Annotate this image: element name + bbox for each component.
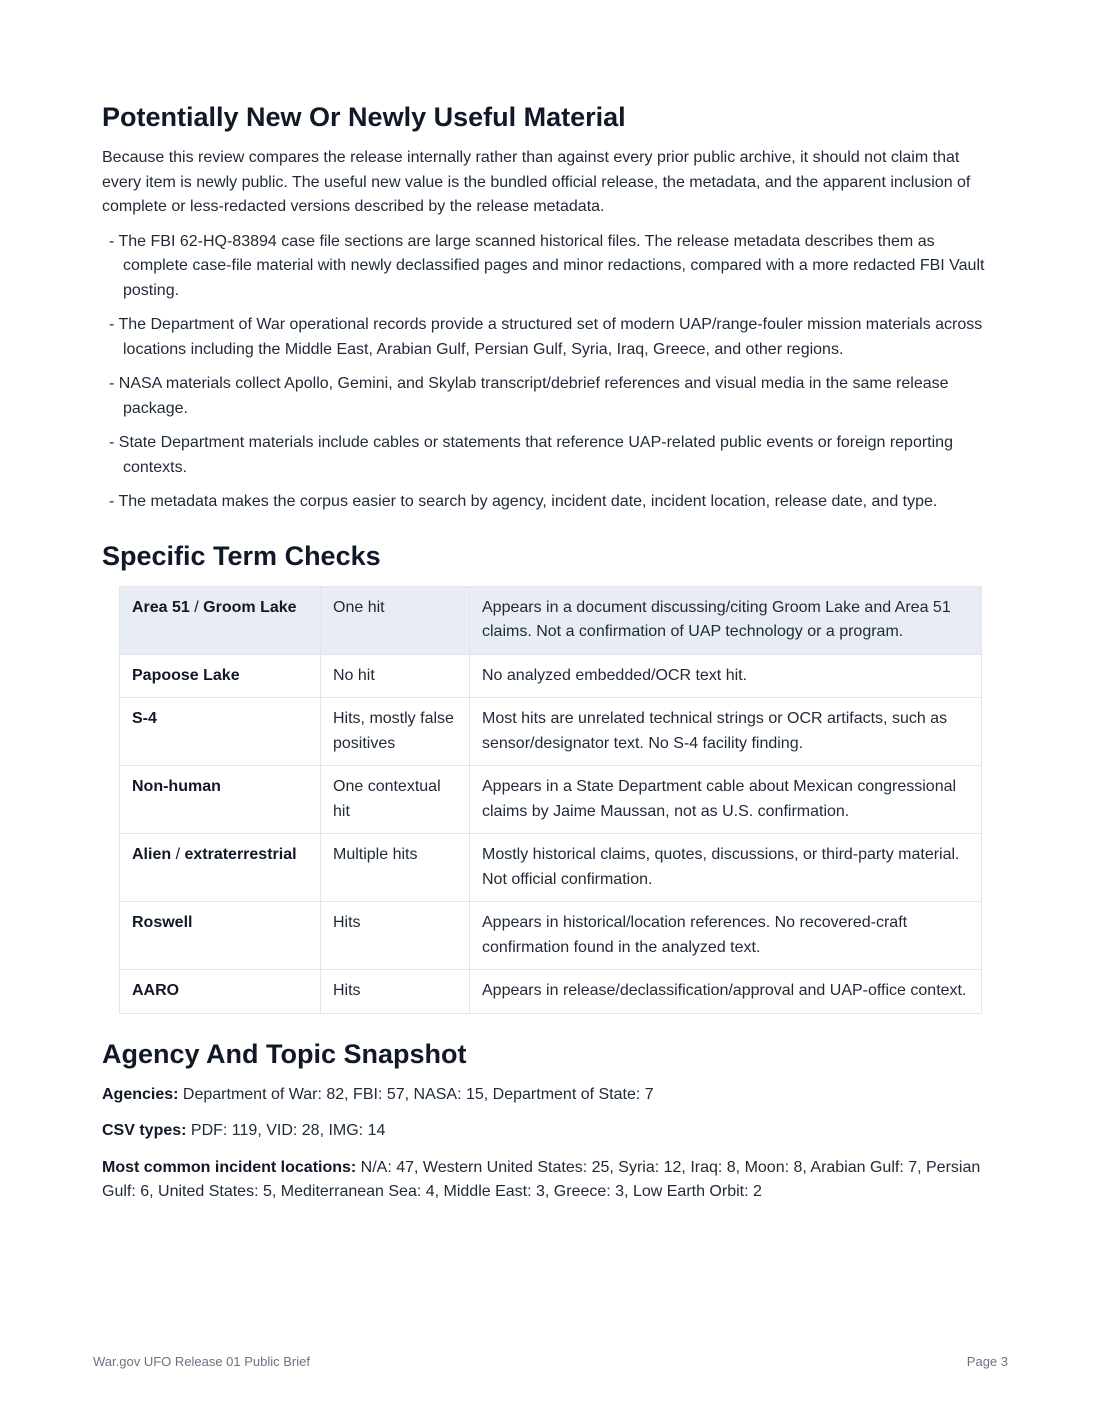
term-cell: Roswell <box>120 902 321 970</box>
table-row <box>120 834 982 902</box>
document-page <box>102 100 1002 1205</box>
page-number: Page 3 <box>966 1354 1008 1369</box>
table-row <box>120 586 982 654</box>
section-title-new-material: Potentially New Or Newly Useful Material <box>102 102 626 132</box>
bullet-item: - NASA materials collect Apollo, Gemini, and Skylab transcript/debrief references and visual media in the same release package. <box>109 375 949 417</box>
note-cell: Mostly historical claims, quotes, discussions, or third-party material. Not official confirmation. <box>470 834 982 902</box>
term-cell: AARO <box>120 970 321 1014</box>
table-row <box>120 970 982 1014</box>
table-row <box>120 766 982 834</box>
result-cell: Multiple hits <box>321 834 470 902</box>
bullet-item: - The metadata makes the corpus easier to search by agency, incident date, incident location, release date, and type. <box>109 493 938 510</box>
table-row <box>120 654 982 698</box>
table-row <box>120 698 982 766</box>
term-cell: Area 51 / Groom Lake <box>120 586 321 654</box>
term-cell: Alien / extraterrestrial <box>120 834 321 902</box>
result-cell: One hit <box>321 586 470 654</box>
intro-paragraph: Because this review compares the release internally rather than against every prior public archive, it should not claim that every item is newly public. The useful new value is the bundled official release, the metadata, and the apparent inclusion of complete or less-redacted versions described by the release metadata. <box>102 149 971 215</box>
result-cell: Hits <box>321 902 470 970</box>
csv-types-line: CSV types: PDF: 119, VID: 28, IMG: 14 <box>102 1122 386 1139</box>
bullet-item: - The FBI 62-HQ-83894 case file sections are large scanned historical files. The release metadata describes them as complete case-file material with newly declassified pages and minor redactions, compared with a more redacted FBI Vault posting. <box>109 232 985 299</box>
result-cell: Hits, mostly false positives <box>321 698 470 766</box>
footer-title: War.gov UFO Release 01 Public Brief <box>93 1354 310 1369</box>
bullet-item: - The Department of War operational records provide a structured set of modern UAP/range-fouler mission materials across locations including the Middle East, Arabian Gulf, Persian Gulf, Syria, Iraq, Greece, and other regions. <box>109 316 983 358</box>
term-cell: S-4 <box>120 698 321 766</box>
table-row <box>120 902 982 970</box>
note-cell: Appears in release/declassification/approval and UAP-office context. <box>470 970 982 1014</box>
result-cell: No hit <box>321 654 470 698</box>
term-cell: Non-human <box>120 766 321 834</box>
note-cell: Appears in a document discussing/citing Groom Lake and Area 51 claims. Not a confirmation of UAP technology or a program. <box>470 586 982 654</box>
note-cell: Appears in historical/location references. No recovered-craft confirmation found in the analyzed text. <box>470 902 982 970</box>
section-title-snapshot: Agency And Topic Snapshot <box>102 1038 467 1069</box>
note-cell: Most hits are unrelated technical strings or OCR artifacts, such as sensor/designator text. No S-4 facility finding. <box>470 698 982 766</box>
section-title-term-checks: Specific Term Checks <box>102 540 381 571</box>
term-cell: Papoose Lake <box>120 654 321 698</box>
note-cell: No analyzed embedded/OCR text hit. <box>470 654 982 698</box>
incident-locations-line: Most common incident locations: N/A: 47, Western United States: 25, Syria: 12, Iraq: 8, Moon: 8, Arabian Gulf: 7, Persian Gulf: 6, United States: 5, Mediterranean Sea: 4, Middle East: 3, Greece: 3, Low Earth Orbit: 2 <box>102 1158 981 1200</box>
result-cell: Hits <box>321 970 470 1014</box>
result-cell: One contextual hit <box>321 766 470 834</box>
material-bullet-list <box>102 230 1002 515</box>
note-cell: Appears in a State Department cable about Mexican congressional claims by Jaime Maussan, not as U.S. confirmation. <box>470 766 982 834</box>
bullet-item: - State Department materials include cables or statements that reference UAP-related public events or foreign reporting contexts. <box>109 434 953 476</box>
term-checks-table <box>119 586 982 1014</box>
agencies-line: Agencies: Department of War: 82, FBI: 57, NASA: 15, Department of State: 7 <box>102 1085 654 1103</box>
